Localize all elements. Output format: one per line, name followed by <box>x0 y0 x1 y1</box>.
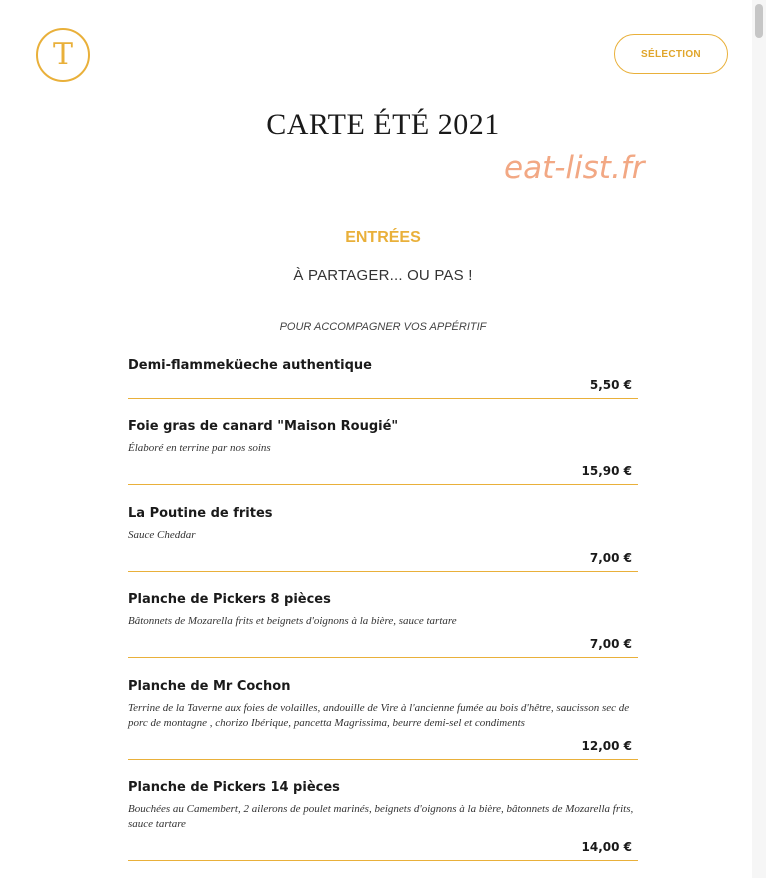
menu-item-description: Terrine de la Taverne aux foies de volailles, andouille de Vire à l'ancienne fumée au bois d'hêtre, saucisson sec de porc de montagne , chorizo Ibérique, pancetta Magrissima, beurre demi-sel et condiments <box>128 702 630 729</box>
menu-item-price: 15,90 € <box>581 464 632 478</box>
section-subtitle: À PARTAGER... OU PAS ! <box>293 267 473 284</box>
menu-item-name: La Poutine de frites <box>128 506 273 521</box>
menu-item-price: 7,00 € <box>589 637 632 651</box>
menu-item-price: 12,00 € <box>581 739 632 753</box>
menu-item-description: Élaboré en terrine par nos soins <box>128 442 271 454</box>
menu-item <box>128 506 638 572</box>
menu-item <box>128 419 638 485</box>
menu-item-description: Bouchées au Camembert, 2 ailerons de poulet marinés, beignets d'oignons à la bière, bâtonnets de Mozarella frits, sauce tartare <box>128 803 634 830</box>
page-title: CARTE ÉTÉ 2021 <box>266 108 500 141</box>
restaurant-logo[interactable] <box>36 28 90 82</box>
menu-item-name: Foie gras de canard "Maison Rougié" <box>128 419 399 434</box>
menu-item <box>128 679 638 760</box>
menu-item <box>128 780 638 861</box>
menu-item <box>128 358 638 399</box>
menu-item-name: Demi-flammeküeche authentique <box>128 358 372 373</box>
menu-item-price: 14,00 € <box>581 840 632 854</box>
menu-item-name: Planche de Pickers 8 pièces <box>128 592 331 607</box>
selection-button[interactable]: SÉLECTION <box>614 34 728 74</box>
menu-item <box>128 592 638 658</box>
menu-item-name: Planche de Pickers 14 pièces <box>128 780 340 795</box>
watermark: eat-list.fr <box>504 150 645 186</box>
menu-item-description: Sauce Cheddar <box>128 529 196 541</box>
menu-item-description: Bâtonnets de Mozarella frits et beignets d'oignons à la bière, sauce tartare <box>128 615 457 627</box>
section-note: POUR ACCOMPAGNER VOS APPÉRITIF <box>279 321 487 333</box>
menu-item-price: 5,50 € <box>589 378 632 392</box>
section-title: ENTRÉES <box>345 229 421 246</box>
scrollbar-thumb[interactable] <box>755 4 763 38</box>
menu-item-name: Planche de Mr Cochon <box>128 679 291 694</box>
menu-item-price: 7,00 € <box>589 551 632 565</box>
logo-letter: T <box>52 37 73 72</box>
